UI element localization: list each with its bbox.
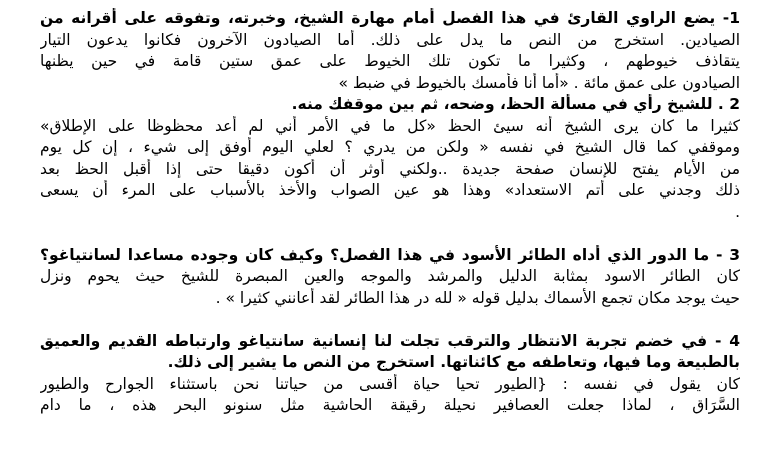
paragraph-gap bbox=[40, 309, 740, 331]
text-line: حيث يوجد مكان تجمع الأسماك بدليل قوله « لله در هذا الطائر لقد أعانني كثيرا » . bbox=[215, 288, 740, 307]
text-line: 1- يضع الراوي القارئ في هذا الفصل أمام مهارة الشيخ، وخبرته، وتفوقه على أقرانه من bbox=[40, 9, 740, 27]
question-4-block bbox=[40, 331, 740, 417]
text-line: 2 . للشيخ رأي في مسألة الحظ، وضحه، ثم بين موقفك منه. bbox=[291, 95, 740, 113]
text-line: السَّرَاق ، لماذا جعلت العصافير نحيلة رقيقة الحاشية مثل سنونو البحر هذه ، ما دام bbox=[40, 396, 740, 414]
question-1-block bbox=[40, 8, 740, 94]
text-line: الصيادين. استخرج من النص ما يدل على ذلك. أما الصيادون الآخرون فكانوا يدعون التيار bbox=[40, 30, 740, 49]
question-3-block bbox=[40, 245, 740, 310]
text-line: وموقفي كما قال الشيخ في نفسه « ولكن من يدري ؟ لعلي اليوم أوفق إلى شيء ، إن كل يوم bbox=[40, 138, 740, 156]
question-2-block bbox=[40, 94, 740, 223]
text-line: يتقاذف خيوطهم ، وكثيرا ما تكون تلك الخيوط على عمق ستين قامة في حين يظنها bbox=[40, 52, 740, 70]
text-line: من الأيام يفتح للإنسان صفحة جديدة ..ولكني أوثر أن أكون دقيقا حتى إذا أقبل الحظ بعد bbox=[40, 159, 740, 178]
text-line: بالطبيعة وما فيها، وتعاطفه مع كائناتها. استخرج من النص ما يشير إلى ذلك. bbox=[167, 353, 740, 371]
text-line: ذلك وجدني على أتم الاستعداد» وهذا هو عين الصواب والأخذ بالأسباب على المرء أن يسعى bbox=[40, 181, 740, 199]
paragraph-gap bbox=[40, 223, 740, 245]
text-line: 4 - في خضم تجربة الانتظار والترقب تجلت لنا إنسانية سانتياغو وارتباطه القديم والعميق bbox=[40, 331, 740, 350]
text-line: كان يقول في نفسه : {الطيور تحيا حياة أقسى من حياتنا نحن باستثناء الجوارح والطيور bbox=[40, 374, 740, 393]
text-line: كان الطائر الاسود بمثابة الدليل والمرشد والموجه والعين المبصرة للشيخ حيث يحوم ونزل bbox=[40, 267, 740, 285]
text-line: كثيرا ما كان يرى الشيخ أنه سيئ الحظ «كل ما في الأمر أني لم أعد محظوظا على الإطلاق» bbox=[40, 116, 740, 135]
text-line: 3 - ما الدور الذي أداه الطائر الأسود في هذا الفصل؟ وكيف كان وجوده مساعدا لسانتياغو؟ bbox=[40, 245, 740, 264]
text-line: الصيادون على عمق مائة . «أما أنا فأمسك بالخيوط في ضبط » bbox=[338, 73, 740, 92]
text-line: . bbox=[735, 202, 740, 221]
